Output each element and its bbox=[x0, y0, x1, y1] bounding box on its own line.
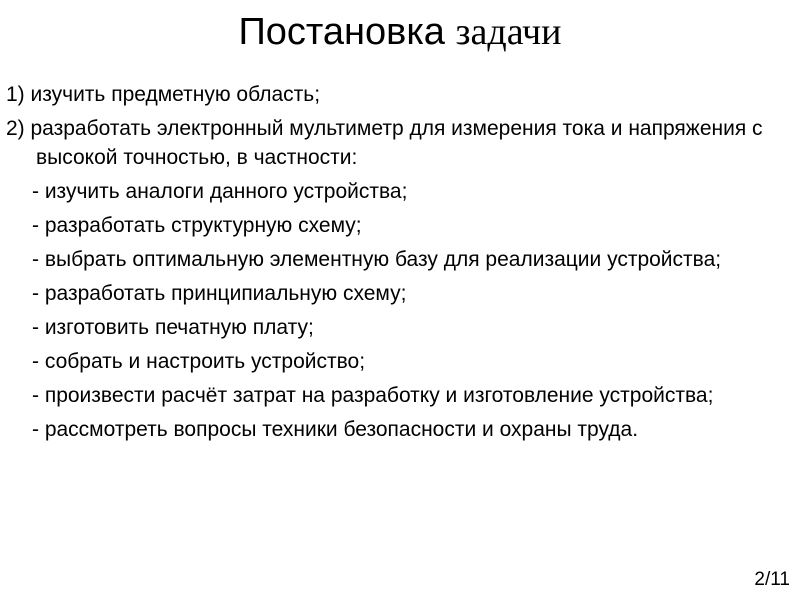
subtask-item: - произвести расчёт затрат на разработку и изготовление устройства; bbox=[32, 384, 714, 407]
task-item: 2) разработать электронный мультиметр для измерения тока и напряжения с высокой точностью, в частности: bbox=[6, 117, 763, 169]
slide-title bbox=[0, 8, 800, 56]
slide-title-word-2: задачи bbox=[455, 11, 562, 53]
subtask-item: - разработать принципиальную схему; bbox=[32, 282, 407, 305]
task-item: 1) изучить предметную область; bbox=[6, 83, 321, 106]
subtask-item: - разработать структурную схему; bbox=[32, 214, 362, 237]
page-number: 2/11 bbox=[754, 569, 790, 590]
subtask-item: - собрать и настроить устройство; bbox=[32, 350, 366, 373]
subtask-item: - рассмотреть вопросы техники безопасности и охраны труда. bbox=[32, 418, 639, 441]
subtask-item: - изготовить печатную плату; bbox=[32, 316, 314, 339]
task-list bbox=[6, 80, 796, 449]
subtask-item: - выбрать оптимальную элементную базу для реализации устройства; bbox=[32, 248, 722, 271]
slide-title-word-1: Постановка bbox=[238, 11, 445, 53]
subtask-item: - изучить аналоги данного устройства; bbox=[32, 180, 408, 203]
